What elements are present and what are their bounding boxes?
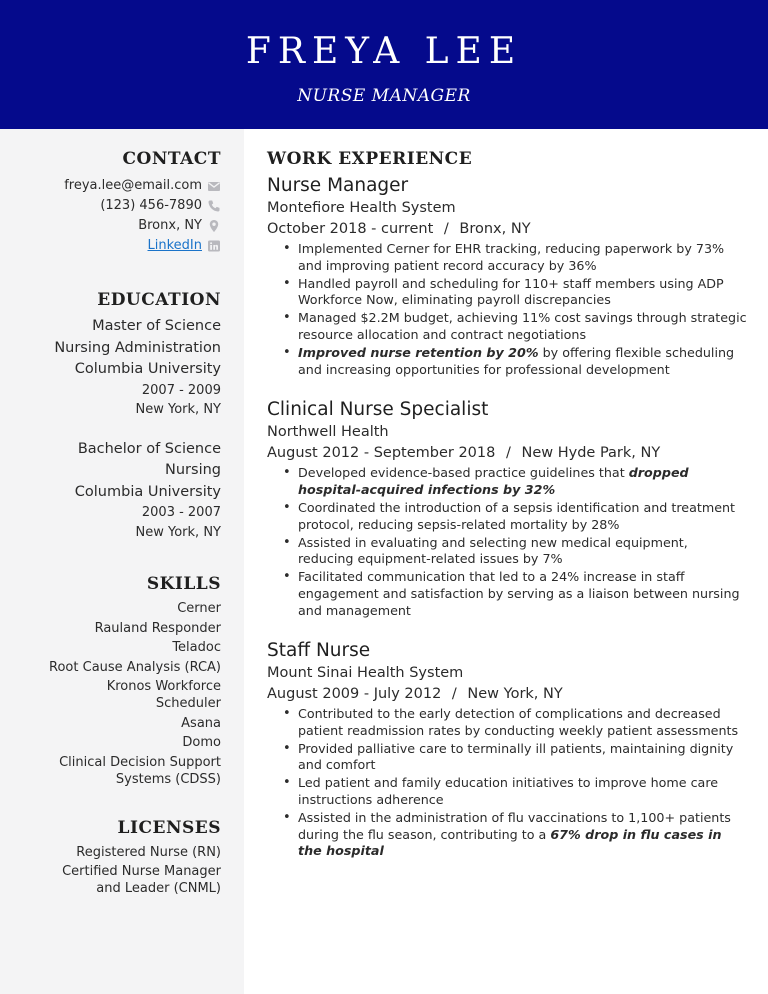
sidebar: [0, 129, 244, 994]
licenses-heading: LICENSES: [117, 817, 221, 838]
job-company: Montefiore Health System: [267, 200, 456, 216]
contact-email-row: [20, 176, 221, 196]
education-degree: Master of Science: [92, 318, 221, 334]
license-item: Certified Nurse Manager and Leader (CNML): [62, 864, 221, 896]
bullet-item: • Implemented Cerner for EHR tracking, reducing paperwork by 73% and improving patient record accuracy by 36%: [281, 241, 747, 274]
resume-header: [0, 0, 768, 129]
job-entry: [267, 639, 747, 860]
job-bullets: [281, 706, 747, 860]
contact-phone-row: [20, 196, 221, 216]
bullet-item: • Facilitated communication that led to a 24% increase in staff engagement and satisfaction by serving as a liaison between nursing and management: [281, 569, 747, 619]
job-dates: October 2018 - current: [267, 221, 434, 237]
location-pin-icon: [207, 219, 221, 233]
contact-email[interactable]: freya.lee@email.com: [64, 178, 202, 193]
bullet-item: • Improved nurse retention by 20% by offering flexible scheduling and increasing opportunities for professional development: [281, 345, 747, 378]
envelope-icon: [207, 179, 221, 193]
bullet-item: • Assisted in evaluating and selecting new medical equipment, reducing equipment-related issues by 7%: [281, 535, 747, 568]
bullet-item: • Handled payroll and scheduling for 110+ staff members using ADP Workforce Now, eliminating payroll discrepancies: [281, 276, 747, 309]
job-location: New Hyde Park, NY: [521, 445, 661, 462]
bullet-item: • Provided palliative care to terminally ill patients, maintaining dignity and comfort: [281, 741, 747, 774]
bullet-item: • Coordinated the introduction of a sepsis identification and treatment protocol, reducing sepsis-related mortality by 28%: [281, 500, 747, 533]
education-school: Columbia University: [74, 361, 221, 377]
job-location: Bronx, NY: [459, 221, 531, 237]
skill-item: Kronos Workforce Scheduler: [106, 679, 221, 711]
skill-item: Root Cause Analysis (RCA): [49, 659, 221, 675]
job-title: Staff Nurse: [267, 640, 371, 662]
contact-heading: CONTACT: [122, 149, 221, 169]
bullet-item: • Managed $2.2M budget, achieving 11% cost savings through strategic resource allocation and contract negotiations: [281, 310, 747, 343]
separator: /: [505, 445, 511, 462]
job-entry: [267, 174, 747, 378]
separator: /: [451, 686, 457, 703]
bullet-item: • Developed evidence-based practice guidelines that dropped hospital-acquired infections by 32%: [281, 465, 747, 498]
job-entry: [267, 398, 747, 619]
skill-item: Domo: [182, 735, 221, 750]
skill-item: Clinical Decision Support Systems (CDSS): [59, 754, 221, 787]
licenses-list: [20, 844, 221, 898]
linkedin-link[interactable]: LinkedIn: [147, 238, 202, 253]
job-bullets: [281, 241, 747, 378]
candidate-name: FREYA LEE: [245, 31, 523, 72]
education-item: [20, 316, 221, 420]
education-location: New York, NY: [135, 402, 221, 417]
job-dates: August 2012 - September 2018: [267, 445, 496, 462]
contact-list: [20, 176, 221, 256]
education-location: New York, NY: [135, 524, 221, 540]
job-dates: August 2009 - July 2012: [267, 686, 442, 703]
job-company: Northwell Health: [267, 424, 389, 441]
skill-item: Teladoc: [172, 640, 221, 655]
skills-heading: SKILLS: [146, 574, 221, 594]
job-company: Mount Sinai Health System: [267, 665, 464, 682]
license-item: Registered Nurse (RN): [76, 844, 221, 860]
contact-linkedin-row: [20, 236, 221, 256]
separator: /: [443, 221, 449, 237]
education-field: Nursing: [165, 462, 221, 478]
job-dates-row: [267, 684, 747, 705]
job-bullets: [281, 465, 747, 619]
work-experience-heading: WORK EXPERIENCE: [267, 149, 473, 169]
job-dates-row: [267, 219, 747, 240]
education-item: [20, 439, 221, 543]
phone-icon: [207, 199, 221, 213]
contact-location-row: [20, 216, 221, 236]
education-field: Nursing Administration: [54, 339, 221, 356]
education-years: 2007 - 2009: [141, 382, 221, 398]
main-content: [267, 129, 747, 861]
job-location: New York, NY: [467, 686, 563, 703]
skill-item: Asana: [181, 715, 221, 731]
education-heading: EDUCATION: [97, 290, 221, 310]
education-years: 2003 - 2007: [141, 505, 221, 520]
skill-item: Rauland Responder: [94, 620, 221, 636]
candidate-role: NURSE MANAGER: [297, 86, 471, 106]
skill-item: Cerner: [177, 601, 221, 616]
contact-location: Bronx, NY: [138, 218, 202, 233]
job-title: Clinical Nurse Specialist: [267, 399, 489, 421]
bullet-item: • Led patient and family education initiatives to improve home care instructions adherence: [281, 775, 747, 808]
bullet-item: • Contributed to the early detection of complications and decreased patient readmission rates by conducting weekly patient assessments: [281, 706, 747, 739]
skills-list: [20, 600, 221, 788]
job-title: Nurse Manager: [267, 175, 409, 196]
linkedin-icon: [207, 239, 221, 253]
contact-phone[interactable]: (123) 456-7890: [100, 198, 202, 213]
education-school: Columbia University: [74, 483, 221, 500]
education-degree: Bachelor of Science: [77, 440, 221, 457]
bullet-item: • Assisted in the administration of flu vaccinations to 1,100+ patients during the flu season, contributing to a 67% drop in flu cases in the hospital: [281, 810, 747, 860]
job-dates-row: [267, 443, 747, 464]
